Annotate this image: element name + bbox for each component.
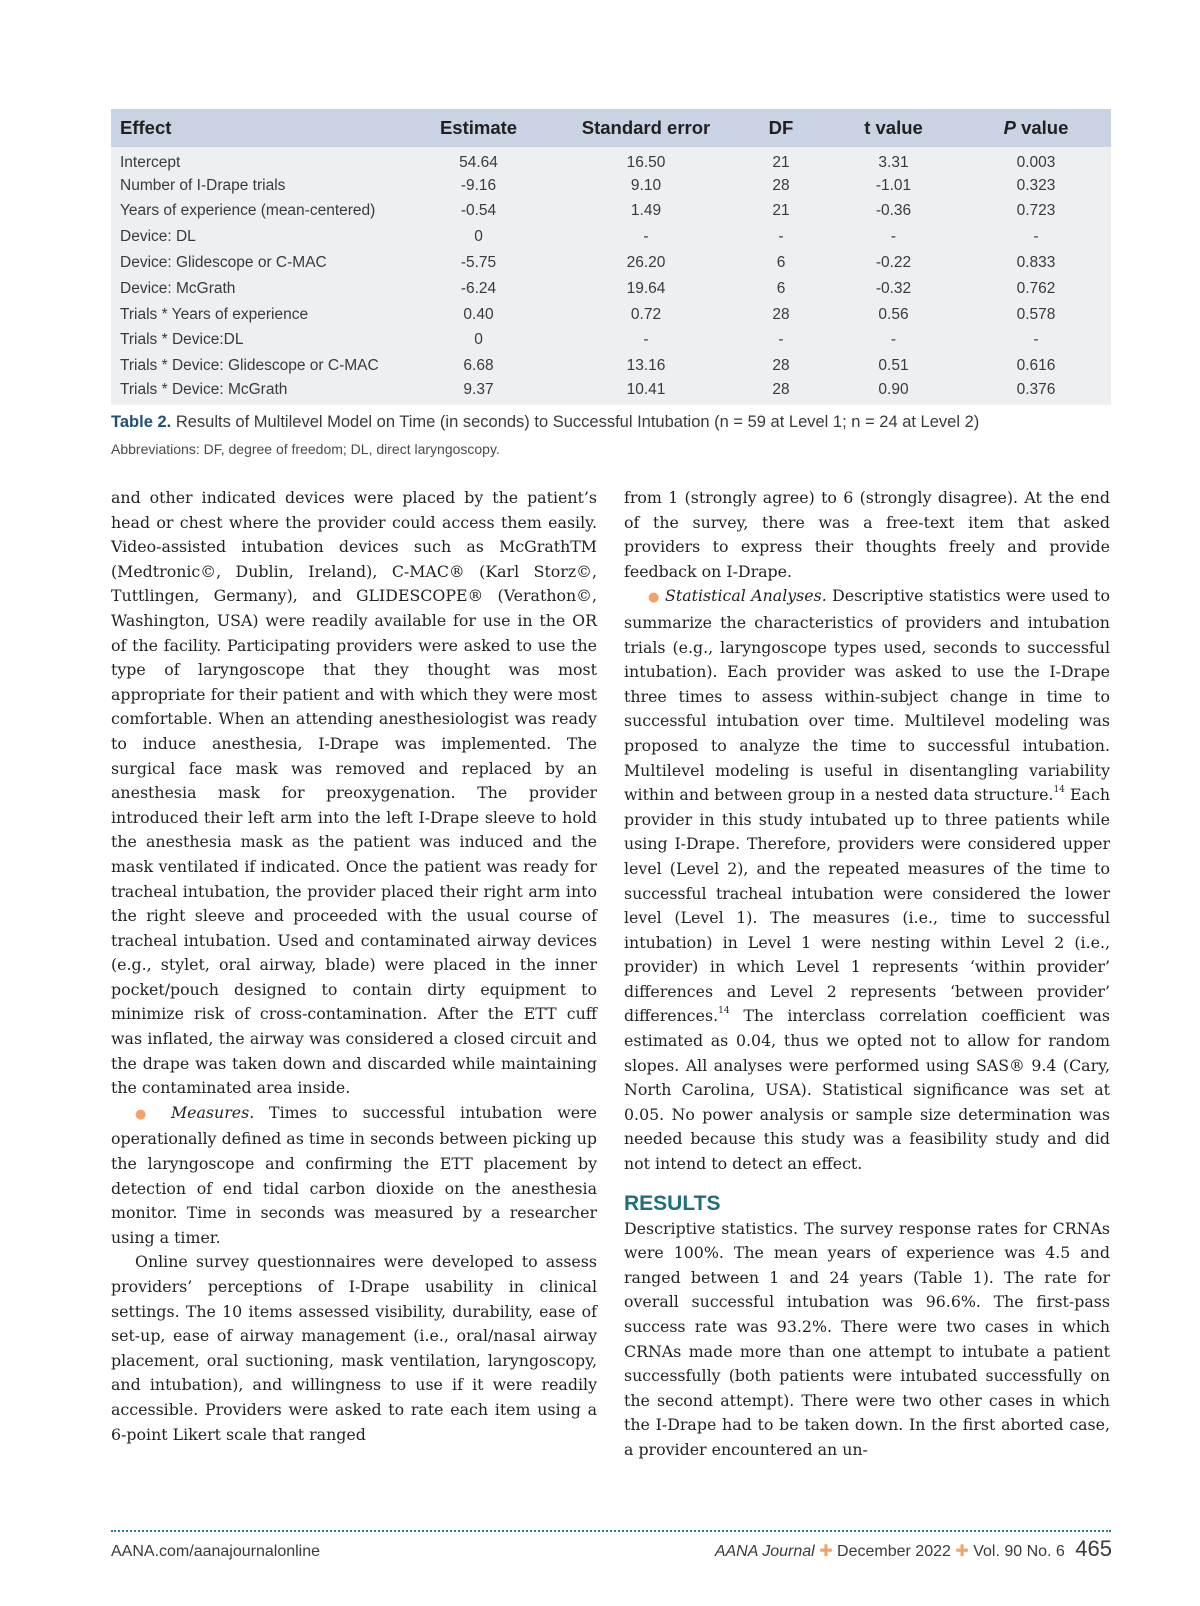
effect-cell: Trials * Device: McGrath xyxy=(120,381,288,399)
value-cell: 0.616 xyxy=(1016,357,1056,375)
footer-divider xyxy=(111,1530,1111,1532)
bullet-icon: ● xyxy=(648,590,660,606)
value-cell: - xyxy=(643,228,649,246)
table-row xyxy=(111,147,1111,173)
table-row xyxy=(111,250,1111,276)
footer-journal: AANA Journal xyxy=(714,1543,815,1560)
table-caption-text: Results of Multilevel Model on Time (in seconds) to Successful Intubation (n = 59 at Level 1; n = 24 at Level 2) xyxy=(175,413,980,431)
value-cell: -5.75 xyxy=(460,254,497,272)
table-caption-label: Table 2. xyxy=(111,413,172,431)
value-cell: 0.323 xyxy=(1016,176,1056,194)
header-p-value xyxy=(961,109,1111,147)
value-cell: 0.376 xyxy=(1016,381,1056,399)
table-row xyxy=(111,328,1111,354)
value-cell: 0.40 xyxy=(463,305,494,323)
table-body xyxy=(111,147,1111,405)
value-cell: -9.16 xyxy=(460,176,497,194)
stats-heading: Statistical Analyses. xyxy=(665,586,827,606)
stats-text-c: The interclass correlation coefficient was estimated as 0.04, thus we opted not to allow for random slopes. All analyses were performed using SAS® 9.4 (Cary, North Carolina, USA). Statistical significance was set at 0.05. No power analysis or sample size determination was needed because this study was a feasibility study and did not intend to detect an effect. xyxy=(624,1006,1110,1174)
value-cell: 0.51 xyxy=(878,357,909,375)
value-cell: 19.64 xyxy=(626,279,666,297)
effect-cell: Years of experience (mean-centered) xyxy=(120,202,376,220)
value-cell: -0.54 xyxy=(460,202,497,220)
value-cell: 1.49 xyxy=(630,202,662,220)
header-standard-error: Standard error xyxy=(556,109,736,147)
value-cell: 0 xyxy=(474,331,483,349)
value-cell: 28 xyxy=(772,305,790,323)
results-table xyxy=(111,109,1111,405)
value-cell: 16.50 xyxy=(626,153,666,171)
value-cell: 21 xyxy=(772,153,790,171)
value-cell: - xyxy=(778,228,784,246)
value-cell: 54.64 xyxy=(459,153,498,171)
results-paragraph: Descriptive statistics. The survey response rates for CRNAs were 100%. The mean years of experience was 4.5 and ranged between 1 and 24 years (Table 1). The rate for overall successful intubation was 96.6%. The first-pass success rate was 93.2%. There were two cases in which CRNAs made more than one attempt to intubate a patient successfully (both patients were intubated successfully on the second attempt). There were two other cases in which the I-Drape had to be taken down. In the first aborted case, a provider encountered an un- xyxy=(624,1218,1110,1459)
effect-cell: Device: DL xyxy=(120,228,196,246)
value-cell: 3.31 xyxy=(878,153,909,171)
body-paragraph: and other indicated devices were placed by the patient’s head or chest where the provider could access them easily. Video-assisted intubation devices such as McGrathTM (Medtronic©, Dublin, Ireland), C-MAC® (Karl Storz©, Tuttlingen, Germany), and GLIDESCOPE® (Verathon©, Washington, USA) were readily available for use in the OR of the facility. Participating providers were asked to use the type of laryngoscope that they thought was most appropriate for their patient and with which they were most comfortable. When an attending anesthesiologist was ready to induce anesthesia, I-Drape was implemented. The surgical face mask was removed and replaced by an anesthesia mask for preoxygenation. The provider introduced their left arm into the left I-Drape sleeve to hold the anesthesia mask as the patient was induced and the mask ventilated if indicated. Once the patient was ready for tracheal intubation, the provider placed their right arm into the right sleeve and proceeded with the usual course of tracheal intubation. Used and contaminated airway devices (e.g., stylet, oral airway, blade) were placed in the inner pocket/pouch designed to contain dirty equipment to minimize risk of cross-contamination. After the ETT cuff was inflated, the airway was considered a closed circuit and the drape was taken down and discarded while maintaining the contaminated area inside. xyxy=(111,488,597,1098)
effect-cell: Device: McGrath xyxy=(120,279,236,297)
measures-text: Times to successful intubation were operationally defined as time in seconds between picking up the laryngoscope and confirming the ETT placement by detection of end tidal carbon dioxide on the anesthesia monitor. Time in seconds was measured by a researcher using a timer. xyxy=(111,1102,597,1247)
value-cell: 6 xyxy=(776,279,786,297)
left-column xyxy=(111,486,597,1447)
value-cell: 21 xyxy=(772,202,790,220)
reference-14: 14 xyxy=(1053,785,1065,796)
value-cell: 0.723 xyxy=(1016,202,1056,220)
value-cell: 9.10 xyxy=(630,176,662,194)
results-table-container xyxy=(111,109,1111,405)
value-cell: 0.90 xyxy=(878,381,909,399)
survey-paragraph: Online survey questionnaires were developed to assess providers’ perceptions of I-Drape usability in clinical settings. The 10 items assessed visibility, durability, ease of set-up, ease of airway management (i.e., oral/nasal airway placement, oral suctioning, mask ventilation, laryngoscopy, and intubation), and willingness to use if it were readily accessible. Providers were asked to rate each item using a 6-point Likert scale that ranged xyxy=(111,1252,597,1444)
header-effect: Effect xyxy=(111,109,401,147)
cross-icon: ✚ xyxy=(819,1543,833,1560)
table-row xyxy=(111,353,1111,379)
value-cell: - xyxy=(1033,228,1039,246)
table-caption xyxy=(111,413,1131,432)
table-row xyxy=(111,276,1111,302)
value-cell: 6.68 xyxy=(463,357,494,375)
value-cell: 28 xyxy=(772,176,790,194)
footer-url: AANA.com/aanajournalonline xyxy=(111,1543,321,1560)
p-italic: P xyxy=(1003,117,1016,138)
value-cell: -6.24 xyxy=(460,279,497,297)
value-cell: 26.20 xyxy=(626,254,666,272)
reference-14: 14 xyxy=(718,1006,730,1017)
bullet-icon: ● xyxy=(135,1106,157,1122)
effect-cell: Trials * Years of experience xyxy=(120,305,309,323)
value-cell: 6 xyxy=(776,254,786,272)
value-cell: 0.72 xyxy=(630,305,662,323)
table-row xyxy=(111,199,1111,225)
table-row xyxy=(111,224,1111,250)
table-abbreviations: Abbreviations: DF, degree of freedom; DL, direct laryngoscopy. xyxy=(111,441,500,457)
value-cell: -1.01 xyxy=(875,176,912,194)
value-cell: - xyxy=(890,228,897,246)
p-header-rest: value xyxy=(1015,117,1069,138)
value-cell: 0.003 xyxy=(1016,153,1056,171)
results-heading: RESULTS xyxy=(624,1191,721,1215)
value-cell: -0.36 xyxy=(875,202,912,220)
page-number: 465 xyxy=(1075,1536,1112,1561)
value-cell: 0.833 xyxy=(1016,254,1056,272)
value-cell: -0.32 xyxy=(875,279,912,297)
value-cell: 28 xyxy=(772,357,790,375)
value-cell: 13.16 xyxy=(626,357,666,375)
header-df: DF xyxy=(736,109,826,147)
effect-cell: Intercept xyxy=(120,153,181,171)
header-estimate: Estimate xyxy=(401,109,556,147)
table-row xyxy=(111,302,1111,328)
value-cell: 0.56 xyxy=(878,305,909,323)
effect-cell: Number of I-Drape trials xyxy=(120,176,286,194)
value-cell: 10.41 xyxy=(626,381,666,399)
value-cell: 0.762 xyxy=(1016,279,1056,297)
footer-volume: Vol. 90 No. 6 xyxy=(973,1543,1065,1560)
value-cell: 0.578 xyxy=(1016,305,1056,323)
likert-paragraph: from 1 (strongly agree) to 6 (strongly disagree). At the end of the survey, there was a free-text item that asked providers to express their thoughts freely and provide feedback on I-Drape. xyxy=(624,488,1110,581)
footer-citation xyxy=(715,1536,1112,1562)
effect-cell: Trials * Device:DL xyxy=(120,331,244,349)
header-t-value: t value xyxy=(826,109,961,147)
right-column xyxy=(624,486,1110,1463)
footer-date: December 2022 xyxy=(837,1543,951,1560)
table-header-row xyxy=(111,109,1111,147)
table-row xyxy=(111,379,1111,405)
value-cell: 0 xyxy=(474,228,483,246)
value-cell: - xyxy=(890,331,897,349)
cross-icon: ✚ xyxy=(955,1543,969,1560)
value-cell: - xyxy=(778,331,784,349)
value-cell: 28 xyxy=(772,381,790,399)
measures-heading: Measures. xyxy=(170,1102,255,1122)
value-cell: - xyxy=(1033,331,1039,349)
table-row xyxy=(111,173,1111,199)
stats-text-a: Descriptive statistics were used to summarize the characteristics of providers and intubation trials (e.g., laryngoscope types used, seconds to successful intubation). Each provider was asked to use the I-Drape three times to assess within-subject change in time to successful intubation over time. Multilevel modeling was proposed to analyze the time to successful intubation. Multilevel modeling is useful in disentangling variability within and between group in a nested data structure. xyxy=(624,586,1110,805)
effect-cell: Device: Glidescope or C-MAC xyxy=(120,254,327,272)
stats-text-b: Each provider in this study intubated up to three patients while using I-Drape. Therefore, providers were considered upper level (Level 2), and the repeated measures of the time to successful tracheal intubation were considered the lower level (Level 1). The measures (i.e., time to successful intubation) in Level 1 were nesting within Level 2 (i.e., provider) in which Level 1 represents ‘within provider’ differences and Level 2 represents ‘between provider’ differences. xyxy=(624,785,1110,1026)
value-cell: 9.37 xyxy=(463,381,494,399)
measures-paragraph xyxy=(111,1101,597,1251)
value-cell: - xyxy=(643,331,649,349)
effect-cell: Trials * Device: Glidescope or C-MAC xyxy=(120,357,379,375)
value-cell: -0.22 xyxy=(875,254,912,272)
stats-paragraph xyxy=(624,584,1110,1176)
